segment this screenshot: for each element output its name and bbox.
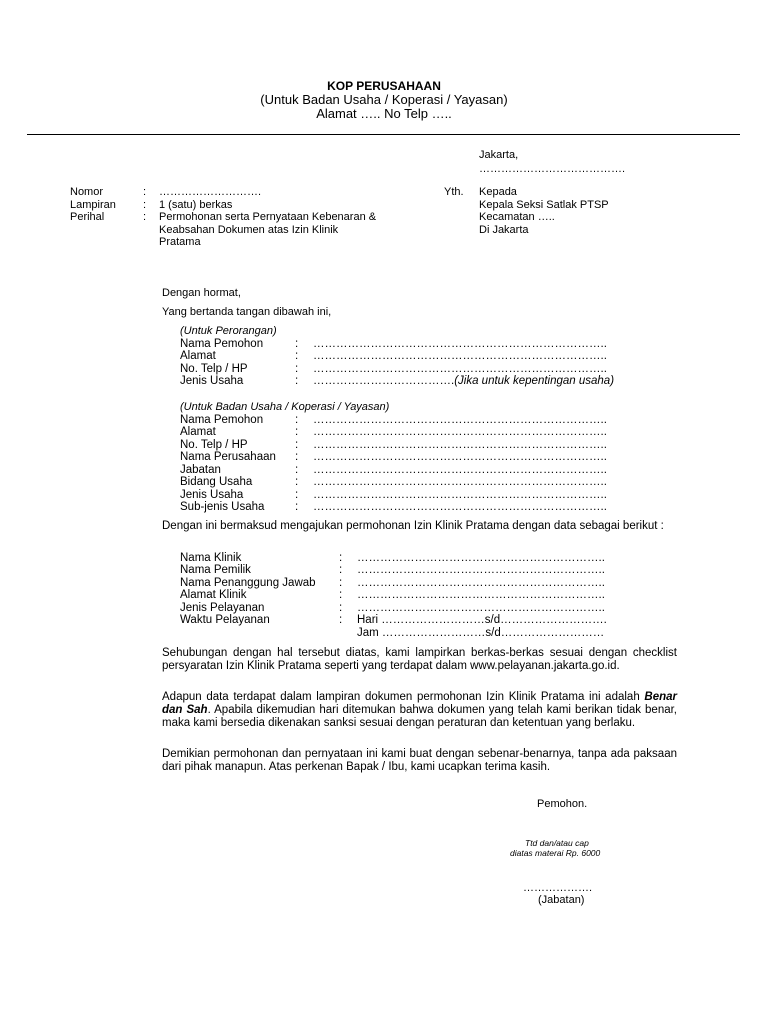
paragraph-attachments: Sehubungan dengan hal tersebut diatas, kami lampirkan berkas-berkas sesuai dengan checklist persyaratan Izin Klinik Pratama seperti yang terdapat dalam www.pelayanan.jakarta.go.id. [162,647,677,672]
field-label: Jenis Pelayanan [180,602,265,614]
field-label: Bidang Usaha [180,476,253,488]
field-colon: : [295,451,299,463]
validity-emphasis: Benar dan Sah [162,691,677,716]
paragraph-validity [162,691,677,730]
field-colon: : [339,577,343,589]
field-blank: ………………………………. [313,375,455,387]
header-divider [27,134,740,135]
field-colon: : [295,464,299,476]
nomor-value: ………………………. [159,186,262,198]
field-label: Jenis Usaha [180,489,244,501]
perihal-line-1: Permohonan serta Pernyataan Kebenaran & [159,211,377,223]
letterhead-title: KOP PERUSAHAAN [327,79,441,93]
field-colon: : [339,602,343,614]
validity-prefix: Adapun data terdapat dalam lampiran dokumen permohonan Izin Klinik Pratama ini adalah [162,691,640,703]
perihal-line-2: Keabsahan Dokumen atas Izin Klinik [159,224,339,236]
paragraph-closing: Demikian permohonan dan pernyataan ini kami buat dengan sebenar-benarnya, tanpa ada paksaan dari pihak manapun. Atas perkenan Bapak / Ibu, kami ucapkan terima kasih. [162,748,677,773]
field-value: ………………………………………………………………….. [313,426,607,438]
field-value: ………………………………………………………………….. [313,439,607,451]
field-value: ………………………………………………………………….. [313,414,607,426]
recipient-line-4: Di Jakarta [479,224,529,236]
field-note: (Jika untuk kepentingan usaha) [454,375,615,387]
signature-name-blank: ………………. [523,882,593,894]
perihal-label: Perihal [70,211,105,223]
field-value: ………………………………………………………………….. [313,350,607,362]
field-value: ………………………………………………………………….. [313,489,607,501]
lampiran-value: 1 (satu) berkas [159,199,233,211]
field-label: Nama Pemilik [180,564,251,576]
lampiran-colon: : [143,199,147,211]
field-value: ………………………………………………………………….. [313,501,607,513]
signature-position: (Jabatan) [538,894,585,906]
field-label: No. Telp / HP [180,439,248,451]
field-label: Nama Pemohon [180,338,264,350]
field-value: ………………………………………………………………….. [313,338,607,350]
nomor-colon: : [143,186,147,198]
yth-label: Yth. [444,186,464,198]
field-value: ………………………………………………………………….. [313,451,607,463]
field-value: Hari ………………………s/d………………………. [357,614,607,626]
field-colon: : [295,363,299,375]
field-label: Jenis Usaha [180,375,244,387]
field-colon: : [295,476,299,488]
field-colon: : [295,350,299,362]
field-label: Nama Perusahaan [180,451,276,463]
recipient-line-3: Kecamatan ….. [479,211,555,223]
nomor-label: Nomor [70,186,104,198]
greeting: Dengan hormat, [162,287,241,299]
jam-row: Jam ………………………s/d……………………… [357,627,605,639]
field-value: ………………………………………………………………….. [313,464,607,476]
field-value: ……………………………………………………….. [357,577,605,589]
intro-text: Yang bertanda tangan dibawah ini, [162,306,332,318]
perihal-line-3: Pratama [159,236,201,248]
field-label: Sub-jenis Usaha [180,501,265,513]
field-value: ……………………………………………………….. [357,552,605,564]
field-value: ……………………………………………………….. [357,564,605,576]
field-colon: : [295,489,299,501]
field-colon: : [339,552,343,564]
field-colon: : [339,589,343,601]
recipient-line-2: Kepala Seksi Satlak PTSP [479,199,609,211]
field-colon: : [295,375,299,387]
signature-ttd-line-1: Ttd dan/atau cap [525,838,589,848]
field-label: Nama Pemohon [180,414,264,426]
field-label: Alamat [180,426,216,438]
field-colon: : [295,338,299,350]
lampiran-label: Lampiran [70,199,116,211]
signature-pemohon: Pemohon. [537,798,588,810]
validity-suffix: . Apabila dikemudian hari ditemukan bahwa dokumen yang telah kami berikan tidak benar, maka kami bersedia dikenakan sanksi sesuai dengan peraturan dan ketentuan yang berlaku. [162,704,678,729]
field-colon: : [295,439,299,451]
field-colon: : [295,426,299,438]
letter-date-blank: …………………………………. [479,163,626,175]
signature-ttd-line-2: diatas materai Rp. 6000 [510,848,601,858]
field-label: Nama Penanggung Jawab [180,577,316,589]
field-value: ……………………………………………………….. [357,589,605,601]
badan-usaha-heading: (Untuk Badan Usaha / Koperasi / Yayasan) [180,401,390,413]
field-colon: : [339,564,343,576]
field-colon: : [295,414,299,426]
letterhead-subtitle: (Untuk Badan Usaha / Koperasi / Yayasan) [260,92,508,107]
field-label: Alamat [180,350,216,362]
field-value: ………………………………………………………………….. [313,363,607,375]
field-value [313,375,614,388]
recipient-line-1: Kepada [479,186,517,198]
field-label: No. Telp / HP [180,363,248,375]
field-value: ………………………………………………………………….. [313,476,607,488]
perihal-colon: : [143,211,147,223]
perorangan-heading: (Untuk Perorangan) [180,325,277,337]
field-value: ……………………………………………………….. [357,602,605,614]
field-colon: : [295,501,299,513]
field-label: Nama Klinik [180,552,242,564]
field-colon: : [339,614,343,626]
request-intro: Dengan ini bermaksud mengajukan permohonan Izin Klinik Pratama dengan data sebagai berikut : [162,520,664,532]
field-label: Jabatan [180,464,221,476]
letter-city: Jakarta, [479,149,519,161]
field-label: Alamat Klinik [180,589,247,601]
field-label: Waktu Pelayanan [180,614,270,626]
letterhead-address: Alamat ….. No Telp ….. [316,106,452,121]
